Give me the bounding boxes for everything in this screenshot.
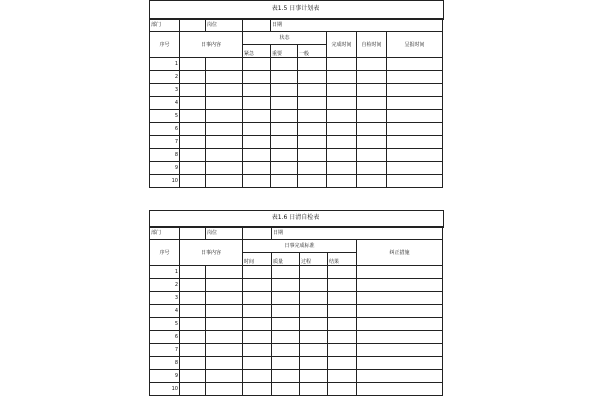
entry-cell[interactable] [180, 370, 206, 383]
entry-cell[interactable] [271, 123, 298, 136]
entry-cell[interactable] [327, 123, 357, 136]
entry-cell[interactable] [271, 84, 298, 97]
plan-row [150, 71, 443, 84]
entry-cell[interactable] [272, 279, 300, 292]
entry-cell[interactable] [243, 344, 272, 357]
entry-cell[interactable] [328, 383, 357, 396]
check-row [150, 305, 443, 318]
entry-cell[interactable] [180, 136, 206, 149]
entry-cell[interactable] [243, 383, 272, 396]
entry-cell[interactable] [206, 136, 243, 149]
entry-cell[interactable] [180, 279, 206, 292]
row-number: 8 [150, 149, 180, 162]
entry-cell[interactable] [387, 58, 443, 71]
entry-cell[interactable] [243, 357, 272, 370]
check-row [150, 266, 443, 279]
entry-cell[interactable] [387, 84, 443, 97]
plan-row [150, 162, 443, 175]
entry-cell[interactable] [272, 266, 300, 279]
entry-cell[interactable] [206, 266, 243, 279]
entry-cell[interactable] [357, 292, 443, 305]
entry-cell[interactable] [206, 383, 243, 396]
entry-cell[interactable] [271, 110, 298, 123]
entry-cell[interactable] [387, 149, 443, 162]
entry-cell[interactable] [300, 357, 328, 370]
check-row [150, 370, 443, 383]
daily-self-check-table [149, 226, 443, 396]
plan-row [150, 110, 443, 123]
table1-meta-row [150, 19, 443, 32]
normal-header: 一般 [298, 45, 327, 58]
entry-cell[interactable] [300, 292, 328, 305]
entry-cell[interactable] [298, 84, 327, 97]
row-number: 3 [150, 292, 180, 305]
post-label-2: 岗位 [206, 227, 243, 240]
entry-cell[interactable] [327, 136, 357, 149]
entry-cell[interactable] [243, 331, 272, 344]
entry-cell[interactable] [206, 357, 243, 370]
important-header: 重要 [271, 45, 298, 58]
entry-cell[interactable] [300, 266, 328, 279]
table2-header-row-1 [150, 240, 443, 253]
plan-row [150, 58, 443, 71]
date-label-2: 日期 [272, 227, 443, 240]
entry-cell[interactable] [328, 279, 357, 292]
entry-cell[interactable] [271, 71, 298, 84]
entry-cell[interactable] [272, 383, 300, 396]
process-header: 过程 [300, 253, 328, 266]
entry-cell[interactable] [206, 97, 243, 110]
entry-cell[interactable] [180, 123, 206, 136]
entry-cell[interactable] [243, 370, 272, 383]
entry-cell[interactable] [357, 123, 387, 136]
entry-cell[interactable] [206, 344, 243, 357]
entry-cell[interactable] [387, 110, 443, 123]
check-row [150, 383, 443, 396]
entry-cell[interactable] [357, 110, 387, 123]
entry-cell[interactable] [206, 292, 243, 305]
check-row [150, 318, 443, 331]
entry-cell[interactable] [298, 162, 327, 175]
entry-cell[interactable] [327, 162, 357, 175]
report-time-header: 呈报时间 [387, 32, 443, 58]
entry-cell[interactable] [243, 266, 272, 279]
entry-cell[interactable] [328, 266, 357, 279]
entry-cell[interactable] [180, 266, 206, 279]
entry-cell[interactable] [387, 71, 443, 84]
plan-row [150, 123, 443, 136]
correction-header: 纠正措施 [357, 240, 443, 266]
entry-cell[interactable] [271, 136, 298, 149]
row-number: 1 [150, 58, 180, 71]
entry-cell[interactable] [357, 136, 387, 149]
entry-cell[interactable] [298, 149, 327, 162]
row-number: 9 [150, 162, 180, 175]
entry-cell[interactable] [272, 357, 300, 370]
entry-cell[interactable] [327, 149, 357, 162]
check-row [150, 344, 443, 357]
entry-cell[interactable] [300, 344, 328, 357]
entry-cell[interactable] [328, 305, 357, 318]
dept-value-2[interactable] [180, 227, 206, 240]
entry-cell[interactable] [298, 175, 327, 188]
entry-cell[interactable] [271, 162, 298, 175]
table1-title: 表1.5 日事计划表 [271, 5, 320, 12]
table1-body [150, 58, 443, 188]
entry-cell[interactable] [180, 97, 206, 110]
result-header: 结果 [328, 253, 357, 266]
entry-cell[interactable] [243, 175, 271, 188]
entry-cell[interactable] [180, 331, 206, 344]
row-number: 4 [150, 97, 180, 110]
entry-cell[interactable] [327, 84, 357, 97]
plan-row [150, 97, 443, 110]
entry-cell[interactable] [328, 331, 357, 344]
check-row [150, 357, 443, 370]
table2-body [150, 266, 443, 396]
plan-row [150, 175, 443, 188]
entry-cell[interactable] [243, 123, 271, 136]
row-number: 10 [150, 175, 180, 188]
entry-cell[interactable] [271, 97, 298, 110]
entry-cell[interactable] [272, 331, 300, 344]
entry-cell[interactable] [243, 318, 272, 331]
entry-cell[interactable] [298, 58, 327, 71]
entry-cell[interactable] [180, 175, 206, 188]
table1-header-row-1 [150, 32, 443, 45]
table2-title: 表1.6 日清自检表 [271, 214, 320, 221]
dept-label: 部门 [150, 19, 180, 32]
entry-cell[interactable] [357, 175, 387, 188]
entry-cell[interactable] [180, 58, 206, 71]
entry-cell[interactable] [180, 71, 206, 84]
entry-cell[interactable] [206, 149, 243, 162]
entry-cell[interactable] [272, 370, 300, 383]
seq-header-2: 序号 [150, 240, 180, 266]
entry-cell[interactable] [328, 292, 357, 305]
entry-cell[interactable] [206, 279, 243, 292]
entry-cell[interactable] [180, 84, 206, 97]
plan-row [150, 149, 443, 162]
entry-cell[interactable] [243, 279, 272, 292]
entry-cell[interactable] [206, 175, 243, 188]
entry-cell[interactable] [387, 123, 443, 136]
entry-cell[interactable] [206, 331, 243, 344]
content-header: 日事内容 [180, 32, 243, 58]
entry-cell[interactable] [243, 71, 271, 84]
row-number: 10 [150, 383, 180, 396]
entry-cell[interactable] [387, 136, 443, 149]
entry-cell[interactable] [180, 344, 206, 357]
entry-cell[interactable] [243, 149, 271, 162]
entry-cell[interactable] [357, 318, 443, 331]
entry-cell[interactable] [206, 110, 243, 123]
row-number: 5 [150, 318, 180, 331]
check-row [150, 279, 443, 292]
entry-cell[interactable] [180, 383, 206, 396]
dept-label-2: 部门 [150, 227, 180, 240]
entry-cell[interactable] [243, 162, 271, 175]
row-number: 2 [150, 71, 180, 84]
entry-cell[interactable] [327, 71, 357, 84]
post-value[interactable] [243, 19, 271, 32]
entry-cell[interactable] [300, 305, 328, 318]
finish-time-header: 完成时间 [327, 32, 357, 58]
row-number: 2 [150, 279, 180, 292]
entry-cell[interactable] [357, 370, 443, 383]
row-number: 9 [150, 370, 180, 383]
entry-cell[interactable] [180, 162, 206, 175]
entry-cell[interactable] [206, 84, 243, 97]
seq-header: 序号 [150, 32, 180, 58]
entry-cell[interactable] [206, 370, 243, 383]
entry-cell[interactable] [387, 175, 443, 188]
post-value-2[interactable] [243, 227, 272, 240]
entry-cell[interactable] [328, 370, 357, 383]
entry-cell[interactable] [272, 318, 300, 331]
entry-cell[interactable] [357, 305, 443, 318]
row-number: 5 [150, 110, 180, 123]
dept-value[interactable] [180, 19, 206, 32]
entry-cell[interactable] [180, 110, 206, 123]
self-check-time-header: 自检时间 [357, 32, 387, 58]
worksheet-page [149, 0, 442, 400]
entry-cell[interactable] [300, 370, 328, 383]
quality-header: 质量 [272, 253, 300, 266]
urgent-header: 紧急 [243, 45, 271, 58]
entry-cell[interactable] [357, 58, 387, 71]
entry-cell[interactable] [387, 162, 443, 175]
row-number: 7 [150, 344, 180, 357]
plan-row [150, 136, 443, 149]
entry-cell[interactable] [206, 305, 243, 318]
entry-cell[interactable] [272, 292, 300, 305]
entry-cell[interactable] [327, 97, 357, 110]
entry-cell[interactable] [272, 305, 300, 318]
time-header: 时间 [243, 253, 272, 266]
entry-cell[interactable] [387, 97, 443, 110]
entry-cell[interactable] [327, 110, 357, 123]
entry-cell[interactable] [243, 97, 271, 110]
entry-cell[interactable] [298, 123, 327, 136]
entry-cell[interactable] [328, 344, 357, 357]
row-number: 6 [150, 331, 180, 344]
entry-cell[interactable] [298, 71, 327, 84]
entry-cell[interactable] [357, 331, 443, 344]
row-number: 1 [150, 266, 180, 279]
entry-cell[interactable] [328, 318, 357, 331]
entry-cell[interactable] [243, 110, 271, 123]
entry-cell[interactable] [357, 71, 387, 84]
date-label: 日期 [271, 19, 443, 32]
entry-cell[interactable] [328, 357, 357, 370]
content-header-2: 日事内容 [180, 240, 243, 266]
entry-cell[interactable] [180, 318, 206, 331]
entry-cell[interactable] [357, 383, 443, 396]
row-number: 6 [150, 123, 180, 136]
entry-cell[interactable] [271, 58, 298, 71]
row-number: 8 [150, 357, 180, 370]
daily-plan-table [149, 18, 443, 188]
row-number: 4 [150, 305, 180, 318]
entry-cell[interactable] [357, 344, 443, 357]
entry-cell[interactable] [298, 110, 327, 123]
entry-cell[interactable] [300, 331, 328, 344]
entry-cell[interactable] [180, 292, 206, 305]
entry-cell[interactable] [357, 97, 387, 110]
check-row [150, 292, 443, 305]
entry-cell[interactable] [271, 175, 298, 188]
entry-cell[interactable] [206, 58, 243, 71]
entry-cell[interactable] [180, 357, 206, 370]
entry-cell[interactable] [206, 162, 243, 175]
entry-cell[interactable] [298, 136, 327, 149]
entry-cell[interactable] [206, 123, 243, 136]
entry-cell[interactable] [271, 149, 298, 162]
entry-cell[interactable] [357, 149, 387, 162]
entry-cell[interactable] [300, 279, 328, 292]
entry-cell[interactable] [243, 58, 271, 71]
entry-cell[interactable] [180, 305, 206, 318]
entry-cell[interactable] [243, 292, 272, 305]
entry-cell[interactable] [300, 318, 328, 331]
entry-cell[interactable] [206, 71, 243, 84]
row-number: 3 [150, 84, 180, 97]
entry-cell[interactable] [357, 162, 387, 175]
entry-cell[interactable] [243, 305, 272, 318]
row-number: 7 [150, 136, 180, 149]
standard-header: 日事完成标准 [243, 240, 357, 253]
entry-cell[interactable] [357, 279, 443, 292]
entry-cell[interactable] [206, 318, 243, 331]
entry-cell[interactable] [243, 84, 271, 97]
entry-cell[interactable] [357, 357, 443, 370]
status-header: 状态 [243, 32, 327, 45]
entry-cell[interactable] [272, 344, 300, 357]
entry-cell[interactable] [357, 266, 443, 279]
entry-cell[interactable] [327, 175, 357, 188]
table2-meta-row [150, 227, 443, 240]
check-row [150, 331, 443, 344]
entry-cell[interactable] [327, 58, 357, 71]
entry-cell[interactable] [243, 136, 271, 149]
plan-row [150, 84, 443, 97]
post-label: 岗位 [206, 19, 243, 32]
entry-cell[interactable] [180, 149, 206, 162]
entry-cell[interactable] [357, 84, 387, 97]
entry-cell[interactable] [298, 97, 327, 110]
entry-cell[interactable] [300, 383, 328, 396]
